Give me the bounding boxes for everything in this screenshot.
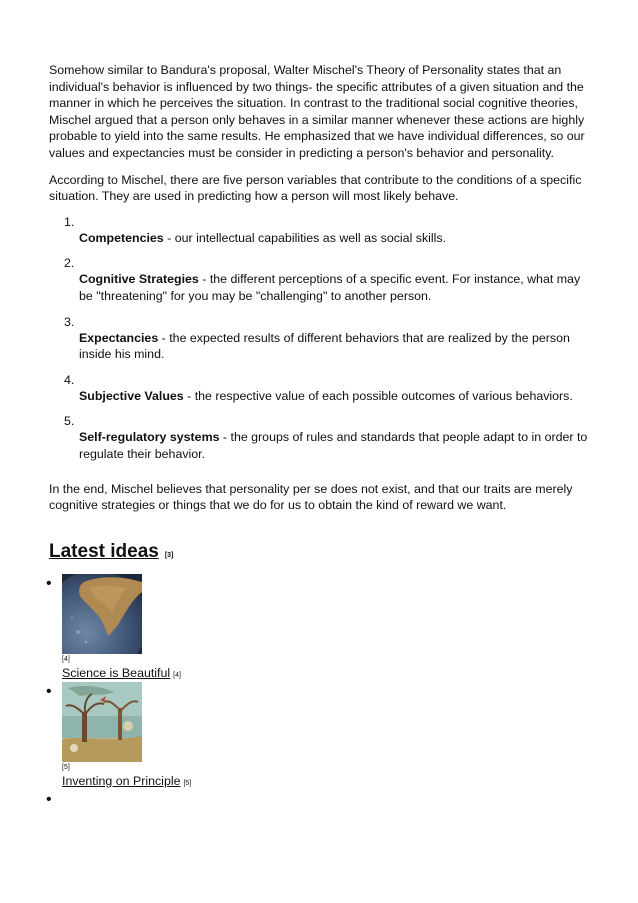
bullet-icon: •: [46, 682, 52, 700]
list-item: [64, 255, 589, 304]
image-ref: [4]: [62, 655, 70, 663]
item-body: [79, 330, 589, 363]
item-body: [79, 271, 589, 304]
tree-painting-thumbnail-icon[interactable]: [62, 682, 142, 762]
idea-link-ref: [4]: [173, 671, 181, 679]
image-ref: [5]: [62, 763, 70, 771]
item-term: Competencies: [79, 230, 164, 245]
intro-paragraph: Somehow similar to Bandura's proposal, Walter Mischel's Theory of Personality states that an individual's behavior is influenced by two things- the specific attributes of a given situation and the manner in which he perceives the situation. In contrast to the traditional social cognitive theories, Mischel argued that a person only behaves in a similar manner whenever these actions are highly probable to yield into the same results. He emphasized that we have individual differences, so our values and expectancies must be consider in predicting a person's behavior and personality.: [49, 63, 585, 160]
item-body: [79, 429, 589, 462]
latest-ideas-title: Latest ideas: [49, 540, 159, 562]
item-term: Expectancies: [79, 330, 159, 345]
list-item: [46, 574, 589, 682]
item-term: Cognitive Strategies: [79, 272, 199, 287]
idea-row: [62, 772, 589, 790]
bullet-icon: •: [46, 790, 52, 808]
idea-row: [62, 664, 589, 682]
item-number: 5.: [64, 414, 75, 429]
list-item: [64, 413, 589, 462]
variables-intro-paragraph: According to Mischel, there are five person variables that contribute to the conditions of a specific situation. They are used in predicting how a person will most likely behave.: [49, 172, 582, 204]
latest-ideas-list: [46, 574, 589, 808]
bullet-icon: •: [46, 574, 52, 592]
list-item: [64, 314, 589, 363]
latest-ideas-ref: [3]: [164, 551, 174, 559]
item-number: 2.: [64, 256, 75, 271]
item-description: - the groups of rules and standards that people adapt to in order to regulate their behavior.: [79, 430, 588, 461]
earth-map-thumbnail-icon[interactable]: [62, 574, 142, 654]
idea-link-ref: [5]: [183, 779, 192, 787]
item-number: 4.: [64, 372, 75, 387]
conclusion-paragraph: In the end, Mischel believes that personality per se does not exist, and that our traits are merely cognitive strategies or things that we do for us to obtain the kind of reward we want.: [49, 481, 573, 513]
item-description: - the expected results of different behaviors that are realized by the person inside his mind.: [79, 330, 570, 362]
item-number: 1.: [64, 214, 75, 229]
person-variables-list: [49, 214, 589, 463]
item-description: - our intellectual capabilities as well as social skills.: [163, 230, 447, 245]
latest-ideas-heading: [49, 540, 589, 568]
list-item: [64, 372, 589, 405]
idea-link-inventing-on-principle[interactable]: Inventing on Principle: [62, 773, 181, 788]
idea-link-science-is-beautiful[interactable]: Science is Beautiful: [62, 665, 171, 680]
document-page: [46, 62, 589, 808]
list-item: [46, 682, 589, 790]
item-number: 3.: [64, 314, 75, 329]
list-item: [64, 214, 589, 247]
item-term: Subjective Values: [79, 388, 184, 403]
item-term: Self-regulatory systems: [79, 430, 220, 445]
item-description: - the respective value of each possible outcomes of various behaviors.: [183, 388, 573, 403]
item-description: - the different perceptions of a specific event. For instance, what may be "threatening" for you may be "challenging" to another person.: [79, 272, 581, 303]
item-body: [79, 388, 589, 405]
item-body: [79, 230, 589, 247]
